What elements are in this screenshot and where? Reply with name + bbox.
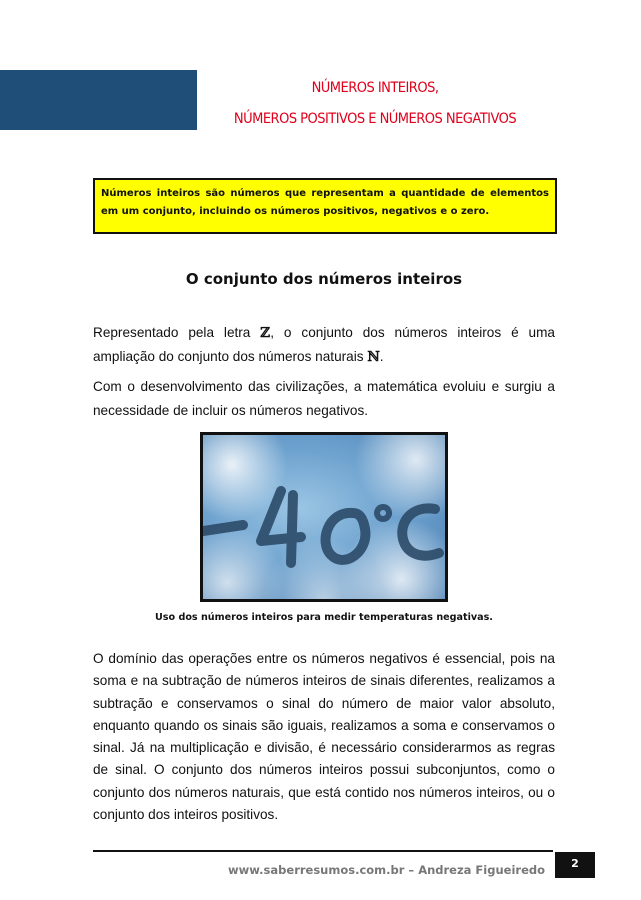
natural-set-symbol: ℕ: [367, 349, 380, 365]
integer-set-symbol: ℤ: [260, 325, 271, 341]
degree-sign-stroke: [377, 507, 389, 519]
paragraph-intro: [93, 321, 555, 369]
paragraph-operations: O domínio das operações entre os números negativos é essencial, pois na soma e na subtração de números inteiros de sinais diferentes, realizamos a subtração e conservamos o sinal do número de maior valor absoluto, enquanto quando os sinais são iguais, realizamos a soma e conservamos o sinal. Já na multiplicação e divisão, é necessário considerarmos as regras de sinal. O conjunto dos números inteiros possui subconjuntos, como o conjunto dos números naturais, que está contido nos números inteiros, ou o conjunto dos inteiros positivos.: [93, 651, 555, 823]
paragraph-intro-text-3: .: [379, 349, 384, 364]
frost-writing-svg: [203, 435, 445, 599]
page-number-badge: 2: [555, 852, 595, 878]
digit-four-stroke: [261, 491, 301, 563]
footer-divider: [93, 850, 553, 852]
digit-zero-stroke: [326, 513, 366, 560]
page-title-line-1: NÚMEROS INTEIROS,: [311, 80, 439, 96]
section-title: O conjunto dos números inteiros: [185, 270, 463, 288]
paragraph-intro-text-2: , o conjunto dos números inteiros é uma ampliação do conjunto dos números naturais: [93, 325, 555, 364]
definition-box: Números inteiros são números que representam a quantidade de elementos em um conjunto, incluindo os números positivos, negativos e o zero.: [93, 178, 557, 234]
celsius-c-stroke: [402, 508, 439, 555]
minus-sign-stroke: [203, 525, 243, 531]
frosted-glass-photo: [200, 432, 448, 602]
page-title-line-2: NÚMEROS POSITIVOS E NÚMEROS NEGATIVOS: [233, 111, 517, 127]
figure-caption: Uso dos números inteiros para medir temperaturas negativas.: [155, 612, 493, 623]
header-color-bar: [0, 70, 197, 130]
paragraph-intro-text-1: Representado pela letra: [93, 325, 261, 340]
footer-site-link[interactable]: www.saberresumos.com.br – Andreza Figueiredo: [228, 863, 545, 877]
paragraph-history: Com o desenvolvimento das civilizações, a matemática evoluiu e surgiu a necessidade de incluir os números negativos.: [93, 379, 555, 418]
